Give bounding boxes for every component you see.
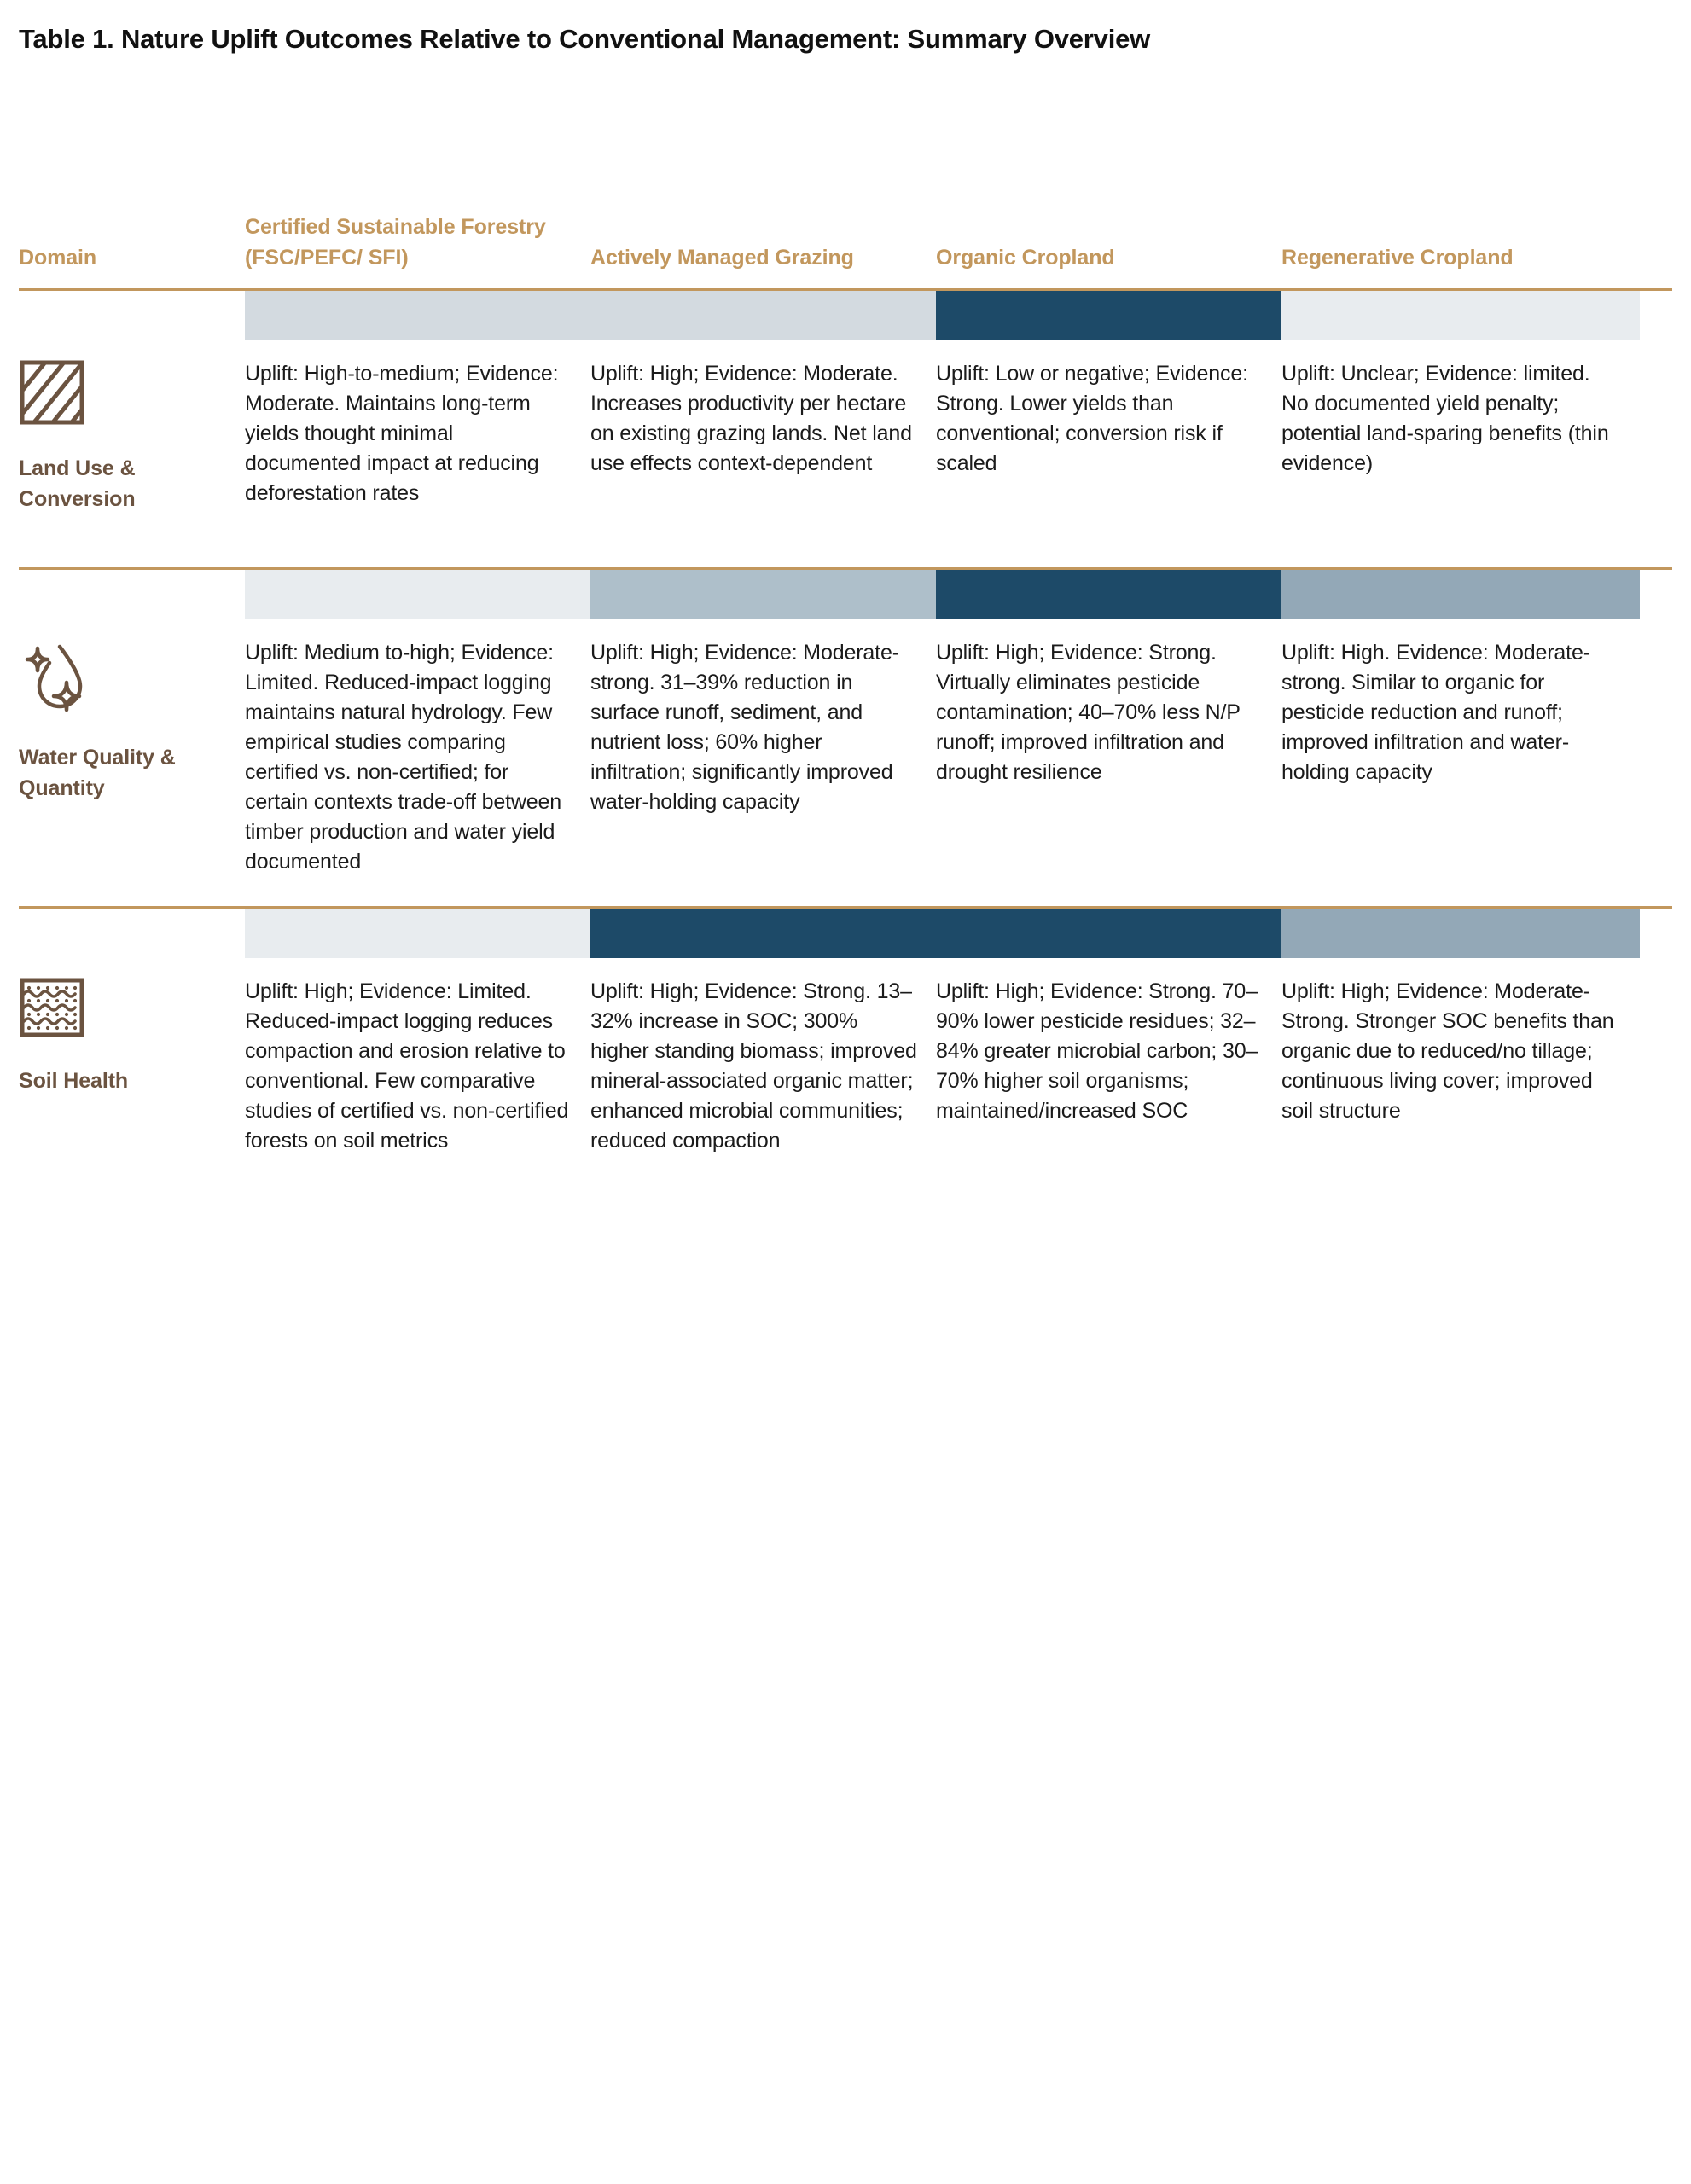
domain-cell-soil: [19, 909, 245, 1097]
header-label-domain: Domain: [19, 245, 97, 270]
cell-text: Uplift: Low or negative; Evidence: Strong. Lower yields than conventional; conversion risk if scaled: [936, 362, 1248, 475]
uplift-bar: [590, 291, 936, 340]
table-row: [19, 291, 1672, 514]
cell-water-organic: [936, 570, 1281, 787]
cell-soil-grazing: [590, 909, 936, 1156]
cell-text: Uplift: High-to-medium; Evidence: Moderate. Maintains long-term yields thought minimal documented impact at reducing deforestation rates: [245, 362, 559, 505]
uplift-bar: [245, 291, 590, 340]
cell-soil-regenerative: [1281, 909, 1640, 1126]
domain-label-land-use: Land Use & Conversion: [19, 456, 136, 511]
uplift-bar: [936, 291, 1281, 340]
domain-cell-land-use: [19, 291, 245, 514]
cell-land-use-organic: [936, 291, 1281, 479]
header-label-regenerative: Regenerative Cropland: [1281, 245, 1514, 270]
uplift-bar: [936, 570, 1281, 619]
uplift-bar: [1281, 570, 1640, 619]
cell-land-use-grazing: [590, 291, 936, 479]
cell-text: Uplift: High; Evidence: Strong. 70–90% lower pesticide residues; 32–84% greater microbial carbon; 30–70% higher soil organisms; maintained/increased SOC: [936, 979, 1258, 1123]
row-spacer: [19, 514, 1672, 567]
uplift-bar: [1281, 291, 1640, 340]
table-row: [19, 570, 1672, 877]
cell-text: Uplift: High; Evidence: Moderate-Strong. Stronger SOC benefits than organic due to reduced/no tillage; continuous living cover; improved soil structure: [1281, 979, 1614, 1123]
domain-label-water: Water Quality & Quantity: [19, 746, 176, 800]
uplift-bar: [590, 909, 936, 958]
domain-cell-water: [19, 570, 245, 804]
hatched-square-icon: [19, 359, 228, 430]
soil-layers-icon: [19, 977, 228, 1043]
header-cell-organic: [936, 162, 1281, 273]
table-row: [19, 909, 1672, 1156]
cell-land-use-forestry: [245, 291, 590, 508]
summary-table: [19, 162, 1672, 1156]
cell-text: Uplift: High; Evidence: Strong. Virtually eliminates pesticide contamination; 40–70% less N/P runoff; improved infiltration and drought resilience: [936, 641, 1241, 784]
cell-text: Uplift: Unclear; Evidence: limited. No documented yield penalty; potential land-sparing benefits (thin evidence): [1281, 362, 1609, 475]
uplift-bar: [245, 909, 590, 958]
cell-water-forestry: [245, 570, 590, 877]
uplift-bar: [936, 909, 1281, 958]
cell-water-grazing: [590, 570, 936, 817]
cell-water-regenerative: [1281, 570, 1640, 787]
uplift-bar: [1281, 909, 1640, 958]
cell-text: Uplift: High; Evidence: Moderate-strong. 31–39% reduction in surface runoff, sediment, and nutrient loss; 60% higher infiltration; significantly improved water-holding capacity: [590, 641, 899, 814]
header-cell-grazing: [590, 162, 936, 273]
uplift-bar: [245, 570, 590, 619]
cell-soil-forestry: [245, 909, 590, 1156]
page-title: Table 1. Nature Uplift Outcomes Relative to Conventional Management: Summary Overview: [19, 24, 1151, 54]
header-label-organic: Organic Cropland: [936, 245, 1115, 270]
cell-text: Uplift: High; Evidence: Strong. 13–32% increase in SOC; 300% higher standing biomass; improved mineral-associated organic matter; enhanced microbial communities; reduced compaction: [590, 979, 917, 1153]
cell-soil-organic: [936, 909, 1281, 1126]
water-droplet-sparkle-icon: [19, 638, 228, 719]
domain-label-soil: Soil Health: [19, 1069, 129, 1093]
header-cell-domain: [19, 162, 245, 273]
header-label-forestry: Certified Sustainable Forestry (FSC/PEFC/ SFI): [245, 215, 546, 270]
row-spacer: [19, 877, 1672, 906]
header-cell-regenerative: [1281, 162, 1640, 273]
header-label-grazing: Actively Managed Grazing: [590, 245, 854, 270]
table-header-row: [19, 162, 1672, 273]
cell-text: Uplift: High; Evidence: Moderate. Increases productivity per hectare on existing grazing lands. Net land use effects context-dependent: [590, 362, 912, 475]
cell-text: Uplift: High; Evidence: Limited. Reduced-impact logging reduces compaction and erosion relative to conventional. Few comparative studies of certified vs. non-certified forests on soil metrics: [245, 979, 569, 1153]
cell-text: Uplift: Medium to-high; Evidence: Limited. Reduced-impact logging maintains natural hydrology. Few empirical studies comparing certified vs. non-certified; for certain contexts trade-off between timber production and water yield documented: [245, 641, 562, 874]
cell-land-use-regenerative: [1281, 291, 1640, 479]
cell-text: Uplift: High. Evidence: Moderate-strong. Similar to organic for pesticide reduction and runoff; improved infiltration and water-holding capacity: [1281, 641, 1590, 784]
header-cell-forestry: [245, 162, 590, 273]
uplift-bar: [590, 570, 936, 619]
